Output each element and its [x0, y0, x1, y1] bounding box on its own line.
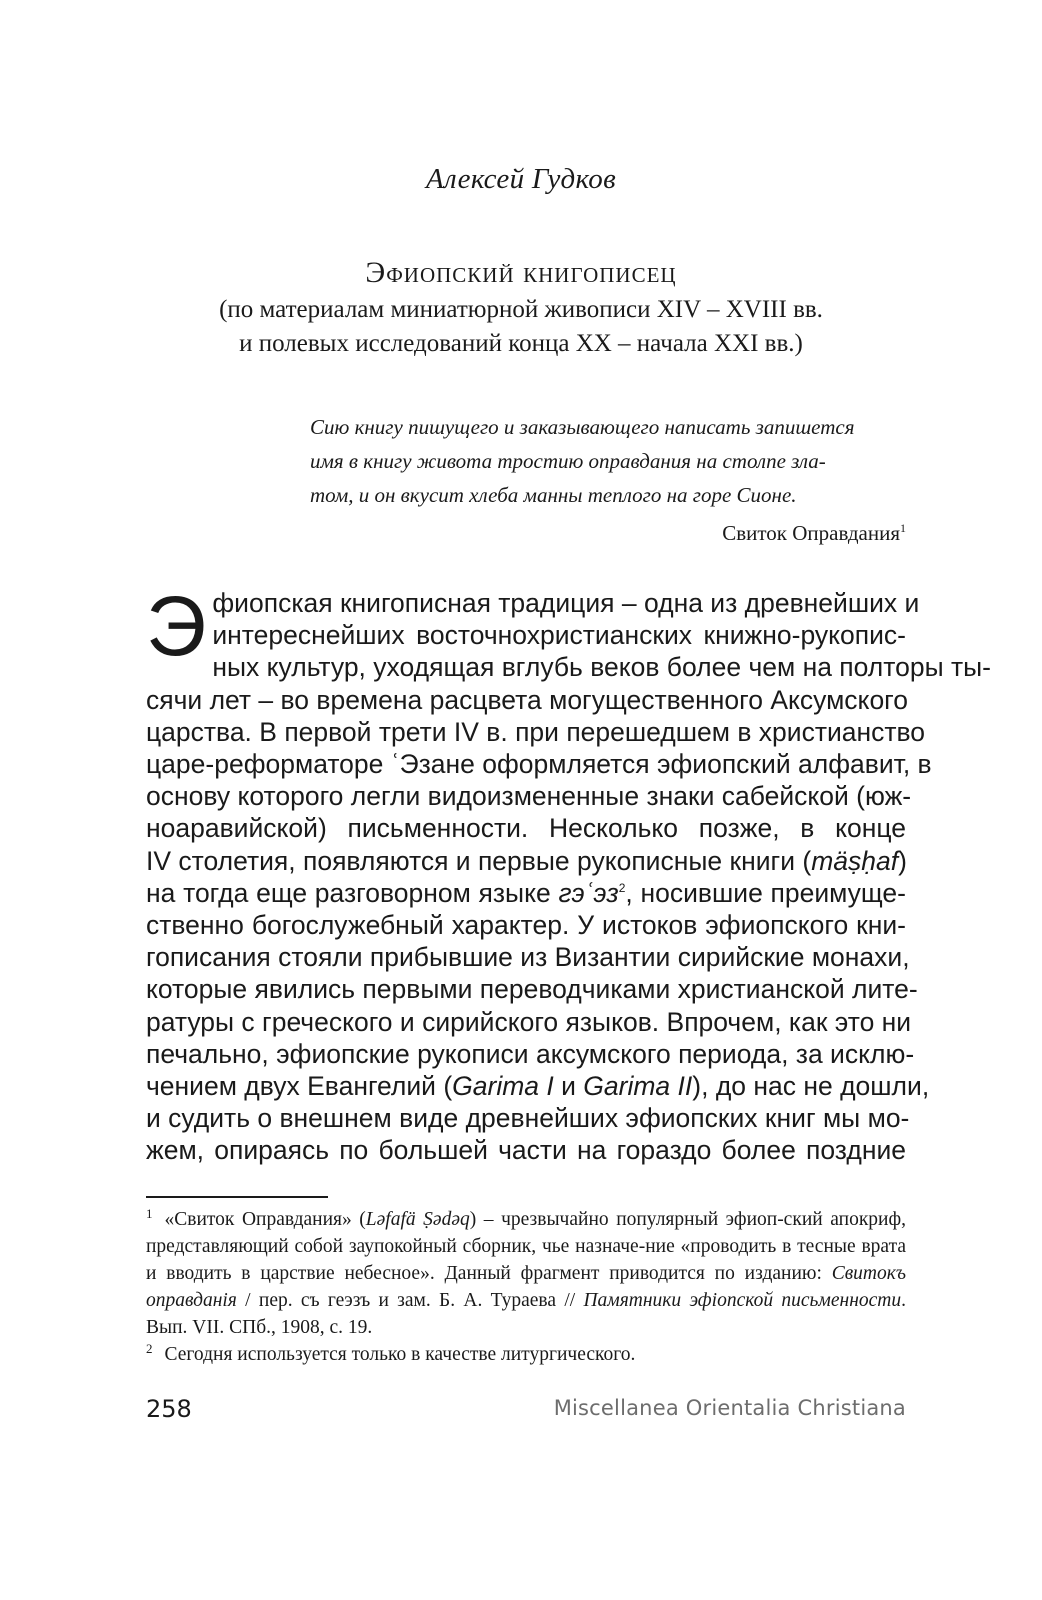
body-line: сячи лет – во времена расцвета могущественного Аксумского — [146, 684, 909, 715]
journal-title: Miscellanea Orientalia Christiana — [553, 1396, 906, 1420]
body-line: жем, опираясь по большей части на гораздо более поздние — [146, 1135, 906, 1166]
footnote-term: Ləfafä Ṣədəq — [365, 1209, 470, 1230]
epigraph-line: имя в книгу живота тростию оправдания на столпе зла- — [310, 449, 826, 473]
term-mashaf: mäṣḥaf — [811, 845, 899, 876]
footnote-2 — [146, 1341, 906, 1368]
body-line: и судить о внешнем виде древнейших эфиопских книг мы мо- — [146, 1103, 910, 1134]
term-geez: гэʿэз — [558, 877, 619, 908]
epigraph-line: том, и он вкусит хлеба манны теплого на горе Сионе. — [310, 483, 797, 507]
body-line — [146, 877, 906, 909]
footnote-text-segment: / пер. съ геэзъ и зам. Б. А. Тураева // — [236, 1290, 584, 1311]
body-line: царства. В первой трети IV в. при перешедшем в христианство — [146, 716, 926, 747]
footnote-text-segment: «Свиток Оправдания» ( — [164, 1209, 366, 1230]
page-number: 258 — [146, 1395, 192, 1423]
footnotes — [146, 1206, 906, 1368]
term-garima-1: Garima I — [452, 1071, 554, 1102]
footnote-ref-1[interactable]: 1 — [900, 521, 906, 535]
body-line: ных культур, уходящая вглубь веков более чем на полторы ты- — [212, 652, 992, 683]
article-title-block — [0, 253, 1042, 361]
body-line — [146, 1070, 930, 1102]
epigraph-source — [310, 518, 906, 548]
body-line: фиопская книгописная традиция – одна из древнейших и — [212, 588, 920, 618]
article-subtitle-line-1: (по материалам миниатюрной живописи XIV – XVIII вв. — [219, 296, 823, 323]
article-title: Эфиопский книгописец — [365, 256, 677, 289]
body-line: основу которого легли видоизмененные знаки сабейской (юж- — [146, 781, 912, 812]
drop-cap: Э — [146, 579, 207, 673]
footnote-1 — [146, 1206, 906, 1341]
footnote-ref-2[interactable]: 2 — [618, 881, 626, 895]
body-line: ственно богослужебный характер. У истоков эфиопского кни- — [146, 910, 906, 941]
footnote-series-title: Памятники эфiопской письменности — [583, 1290, 902, 1311]
body-line: интереснейших восточнохристианских книжно-рукопис- — [212, 620, 906, 651]
body-paragraph — [146, 579, 992, 1167]
body-text-segment: ), до нас не дошли, — [692, 1071, 930, 1102]
footnote-number: 2 — [146, 1340, 153, 1356]
footnote-citation-title: Свитокъ оправданія — [146, 1263, 906, 1311]
body-text-segment: на тогда еще разговорном языке — [146, 877, 559, 908]
body-text-segment: чением двух Евангелий ( — [146, 1071, 453, 1102]
body-line — [146, 845, 906, 877]
body-line: ратуры с греческого и сирийского языков. Впрочем, как это ни — [146, 1006, 912, 1037]
author-name: Алексей Гудков — [426, 163, 616, 195]
epigraph-line: Сию книгу пишущего и заказывающего написать запишется — [310, 415, 855, 439]
body-line: царе-реформаторе ʿЭзане оформляется эфиопский алфавит, в — [146, 749, 932, 780]
article-subtitle-line-2: и полевых исследований конца XX – начала XXI вв.) — [239, 330, 803, 357]
footnote-rule — [146, 1196, 328, 1198]
body-text-segment: ) — [898, 845, 907, 876]
body-line: гописания стояли прибывшие из Византии сирийские монахи, — [146, 942, 910, 973]
body-text-segment: , носившие преимуще- — [625, 877, 906, 908]
footnote-text-segment: . Вып. VII. СПб., 1908, с. 19. — [146, 1290, 906, 1338]
body-line: печально, эфиопские рукописи аксумского периода, за исклю- — [146, 1038, 915, 1069]
footnote-text-segment: Сегодня используется только в качестве литургического. — [164, 1344, 636, 1365]
epigraph-source-text: Свиток Оправдания — [722, 521, 900, 545]
body-text-segment: и — [553, 1071, 584, 1102]
footnote-number: 1 — [146, 1205, 153, 1221]
epigraph — [310, 410, 906, 512]
body-text-segment: IV столетия, появляются и первые рукописные книги ( — [146, 845, 812, 876]
term-garima-2: Garima II — [583, 1071, 693, 1102]
body-line: ноаравийской) письменности. Несколько позже, в конце — [146, 813, 906, 844]
footnote-text-segment: ) – чрезвычайно популярный эфиоп-ский апокриф, представляющий собой заупокойный сборник, чье назначе-ние «проводить в тесные врата и вводить в царствие небесное». Данный фрагмент приводится по изданию: — [146, 1209, 906, 1284]
body-line: которые явились первыми переводчиками христианской лите- — [146, 974, 918, 1005]
